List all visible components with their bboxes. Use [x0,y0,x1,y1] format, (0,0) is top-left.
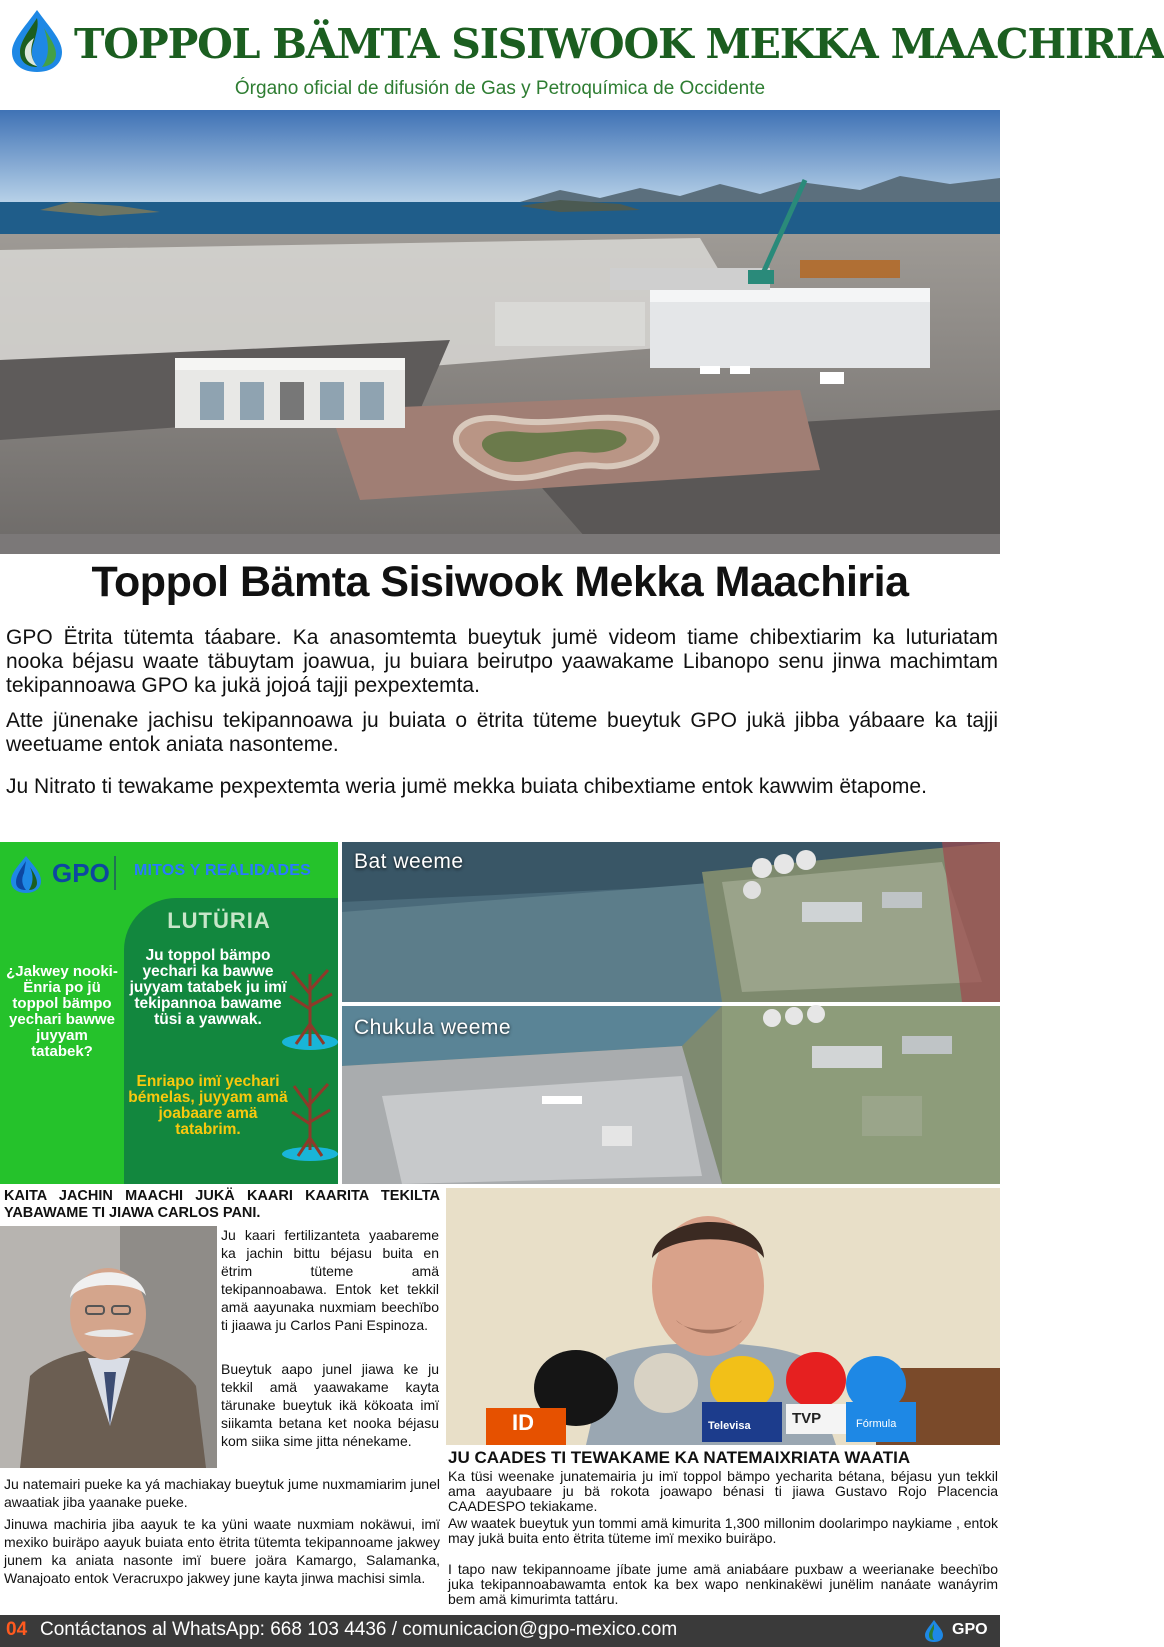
left-paragraph-1: Ju kaari fertilizanteta yaabareme ka jachin bittu béjasu buita en ëtrim tüteme amä tekipannoabawa. Entok ket tekkil amä aayunaka nuxmiam beechïbo ti jiaawa ju Carlos Pani Espinoza. [221,1227,439,1333]
portrait-illustration [0,1226,217,1468]
intro-paragraph-3: Ju Nitrato ti tewakame pexpextemta weria jumë mekka buiata chibextiame entok kawwim ëtapome. [6,775,927,798]
gpo-logo-icon [6,854,46,894]
mic-label-televisa: Televisa [708,1420,751,1432]
carlos-pani-portrait [0,1226,217,1468]
gpo-drop-logo-icon [6,8,68,74]
press-conference-photo [446,1188,1000,1445]
before-label: Bat weeme [354,850,464,873]
main-headline: Toppol Bämta Sisiwook Mekka Maachiria [91,558,909,606]
after-label: Chukula weeme [354,1016,512,1039]
masthead-subtitle: Órgano oficial de difusión de Gas y Petroquímica de Occidente [234,78,766,99]
after-photo [342,1006,1000,1184]
right-paragraph-3: I tapo naw tekipannoame jíbate jume amä aniabáare puxbaw a weerianake beechïbo juka tekipannoabawamta entok ka bex wapo nenkinakëwi junëlim nanáate wanáyrim bem amä kimurimta tattáru. [448,1561,998,1607]
footer-bar [0,1615,1000,1647]
mangrove-tree-icon [280,954,338,1054]
page-number: 04 [6,1619,28,1640]
infographic-brand: GPO [52,858,110,888]
myths-infographic [0,842,338,1184]
mic-label-formula: Fórmula [856,1418,897,1430]
mic-label-id: ID [512,1410,534,1435]
panel-title: LUTÜRIA [167,908,271,933]
reality-statement: Enriapo imï yechari bémelas, juyyam amä joabaare amä tatabrim. [128,1073,288,1138]
intro-paragraph-1: GPO Ëtrita tütemta táabare. Ka anasomtemta bueytuk jumë videom tiame chibextiarim ka luturiatam nooka béjasu waate täbuytam joawua, ju buiara beirutpo yaawakame Libanopo senu jinwa machimtam tekipannoawa GPO ka jukä jojoá tajji pexpextemta. [6,626,998,697]
left-paragraph-3: Ju natemairi pueke ka yá machiakay bueytuk jume nuxmamiarim junel awaatiak jiba yaanake pueke. [4,1476,440,1510]
myth-question: ¿Jakwey nooki-Ënria po jü toppol bämpo yechari bawwe juyyam tatabek? [6,963,118,1060]
masthead-title: TOPPOL BÄMTA SISIWOOK MEKKA MAACHIRIA [74,20,1164,68]
masthead [0,0,1164,108]
gpo-footer-logo-icon [922,1619,946,1643]
port-aerial-illustration [0,110,1000,554]
left-paragraph-2: Bueytuk aapo junel jiawa ke ju tekkil amä yaawakame kayta tärunake bueytuk ikä kökoata imï siikamta betana ket nooka béjasu kom siika sime jitta nénekame. [221,1361,439,1449]
brand-divider [114,856,116,890]
intro-paragraph-2: Atte jünenake jachisu tekipannoawa ju buiata o ëtrita tüteme bueytuk GPO jukä jibba yábaare ka tajji weetuame entok aniata nasonteme. [6,709,998,756]
press-conference-illustration [446,1188,1000,1445]
left-article-headline: KAITA JACHIN MAACHI JUKÄ KAARI KAARITA TEKILTA YABAWAME TI JIAWA CARLOS PANI. [4,1188,440,1221]
right-paragraph-1: Ka tüsi weenake junatemairia ju imï toppol bämpo yecharita bétana, béjasu yun tekkil ama aayubaare ju bä rokota joawapo bénasi ti jiawa Gustavo Rojo Placencia CAADESPO tekiakame. [448,1468,998,1514]
mangrove-tree-icon-2 [280,1064,338,1164]
right-article-headline: JU CAADES TI TEWAKAME KA NATEMAIXRIATA WAATIA [448,1448,911,1467]
footer-brand: GPO [952,1621,988,1638]
left-paragraph-4: Jinuwa machiria jiba aayuk te ka yüni waate nuxmiam nokäwui, imï mexiko buiräpo aayuk buiata ento ëtrita tütemta tekipannoame jakwey junem ka aniata nasonte imï buere joära Kamargo, Salamanka, Wanajoato entok Veracruxpo jakwey june kayta jinwa machisi simla. [4,1516,440,1586]
before-photo [342,842,1000,1002]
infographic-series: MITOS Y REALIDADES [134,862,311,879]
contact-info-link[interactable]: Contáctanos al WhatsApp: 668 103 4436 / comunicacion@gpo-mexico.com [40,1619,678,1640]
mic-label-tvp: TVP [792,1410,822,1427]
right-paragraph-2: Aw waatek bueytuk yun tommi amä kimurita 1,300 millonim doolarimpo naykiame , entok may jukä buita ento ëtrita tüteme imï mexiko buiräpo. [448,1515,998,1546]
hero-photo [0,110,1000,554]
myth-statement: Ju toppol bämpo yechari ka bawwe juyyam tatabek ju imï tekipannoa bawame tüsi a yawwak. [129,947,287,1028]
